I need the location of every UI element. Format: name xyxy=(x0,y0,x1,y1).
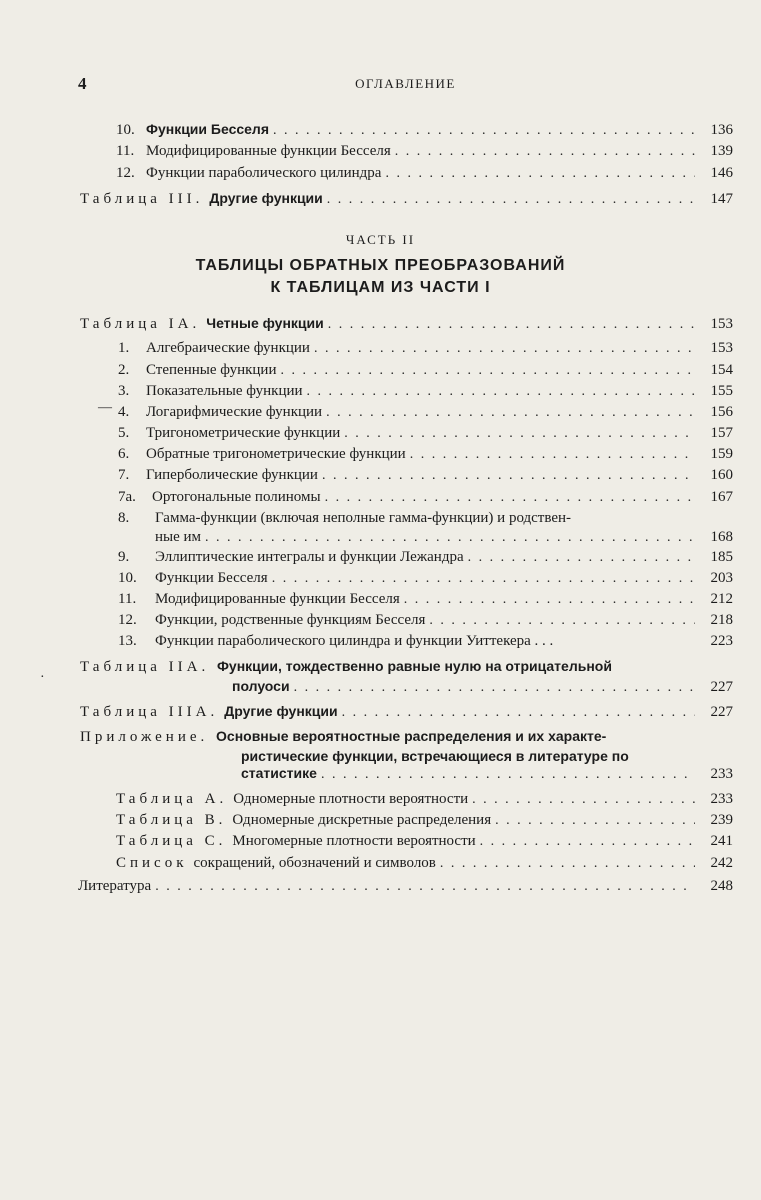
leader-dots xyxy=(307,382,695,402)
toc-entry-page: 139 xyxy=(710,143,733,159)
toc-entry-number: 5. xyxy=(118,425,130,441)
toc-entry[interactable] xyxy=(118,631,733,651)
toc-entry-page: 153 xyxy=(710,340,733,356)
page-number: 4 xyxy=(78,74,87,93)
toc-entry[interactable] xyxy=(118,547,733,568)
leader-dots xyxy=(272,569,695,589)
table-prefix: Таблица B. xyxy=(116,812,227,828)
toc-entry-page: 233 xyxy=(710,791,733,807)
toc-entry-number: 3. xyxy=(118,383,130,399)
toc-table-entry[interactable] xyxy=(80,188,733,210)
table-prefix: Таблица C. xyxy=(116,833,227,849)
leader-dots xyxy=(155,877,695,897)
pencil-mark: — xyxy=(98,400,112,415)
toc-literature[interactable] xyxy=(78,876,733,897)
leader-dots xyxy=(472,790,695,810)
table-prefix: Таблица A. xyxy=(116,791,228,807)
toc-entry-multiline[interactable] xyxy=(118,509,733,528)
leader-dots xyxy=(321,765,695,785)
toc-entry-page: 185 xyxy=(710,549,733,565)
leader-dots xyxy=(344,424,695,444)
toc-entry-title: Другие функции xyxy=(224,703,338,719)
toc-entry-title: Гиперболические функции xyxy=(146,467,318,483)
table-prefix: Таблица III. xyxy=(80,191,204,207)
toc-entry-page: 146 xyxy=(710,165,733,181)
toc-entry-page: 223 xyxy=(710,633,733,649)
toc-entry-title: Тригонометрические функции xyxy=(146,425,341,441)
toc-entry[interactable] xyxy=(118,423,733,444)
toc-entry-title: Функции, родственные функциям Бесселя xyxy=(155,612,426,628)
leader-dots xyxy=(205,528,695,548)
appendix-title-line3: статистике xyxy=(241,765,317,781)
running-title: ОГЛАВЛЕНИЕ xyxy=(355,76,456,91)
page-header xyxy=(78,74,733,96)
toc-entry[interactable] xyxy=(116,141,733,162)
toc-entry-title: Функции Бесселя xyxy=(155,570,268,586)
leader-dots xyxy=(328,315,695,335)
appendix-title-line1: Основные вероятностные распределения и их характе- xyxy=(216,728,607,744)
leader-dots xyxy=(404,590,695,610)
toc-entry-page: 154 xyxy=(710,362,733,378)
part-title-line1: ТАБЛИЦЫ ОБРАТНЫХ ПРЕОБРАЗОВАНИЙ xyxy=(195,257,566,274)
toc-entry[interactable] xyxy=(118,360,733,381)
toc-entry-number: 8. xyxy=(118,510,130,526)
toc-entry-continuation[interactable] xyxy=(241,763,733,785)
toc-entry[interactable] xyxy=(118,338,733,359)
toc-entry-title: Одномерные плотности вероятности xyxy=(233,791,469,807)
leader-dots xyxy=(342,703,695,723)
toc-entry[interactable] xyxy=(116,163,733,184)
toc-entry-title: Логарифмические функции xyxy=(146,404,323,420)
toc-entry-number: 12. xyxy=(116,165,135,181)
toc-entry-title-line1: Гамма-функции (включая неполные гамма-функции) и родствен- xyxy=(155,510,572,526)
toc-entry-title: Другие функции xyxy=(209,190,323,206)
toc-entry-title: Модифицированные функции Бесселя xyxy=(146,143,391,159)
toc-entry-page: 168 xyxy=(710,529,733,545)
toc-entry-page: 156 xyxy=(710,404,733,420)
toc-entry-number: 4. xyxy=(118,404,130,420)
toc-entry-page: 157 xyxy=(710,425,733,441)
leader-dots xyxy=(385,164,695,184)
toc-entry-title-line1: Функции, тождественно равные нулю на отрицательной xyxy=(216,658,612,674)
toc-entry-page: 227 xyxy=(710,679,733,695)
toc-appendix-list[interactable] xyxy=(116,853,733,874)
toc-entry-page: 242 xyxy=(710,855,733,871)
toc-entry-page: 227 xyxy=(710,704,733,720)
toc-entry-title: Модифицированные функции Бесселя xyxy=(155,591,400,607)
pencil-mark: · xyxy=(40,670,45,685)
leader-dots xyxy=(294,678,695,698)
table-prefix: Таблица IIIA. xyxy=(80,704,219,720)
toc-entry-page: 153 xyxy=(710,316,733,332)
leader-dots xyxy=(440,854,695,874)
toc-entry-number: 10. xyxy=(118,570,137,586)
leader-dots xyxy=(327,190,695,210)
list-prefix: Список xyxy=(116,855,188,871)
toc-entry-number: 11. xyxy=(116,143,135,159)
toc-entry-continuation[interactable] xyxy=(232,676,733,698)
toc-entry-title: Показательные функции xyxy=(146,383,303,399)
toc-entry-title: Алгебраические функции xyxy=(146,340,310,356)
part-title-line2: К ТАБЛИЦАМ ИЗ ЧАСТИ I xyxy=(270,279,491,296)
toc-entry-page: 203 xyxy=(710,570,733,586)
toc-entry-page: 155 xyxy=(710,383,733,399)
toc-entry[interactable] xyxy=(118,381,733,402)
toc-entry-page: 212 xyxy=(710,591,733,607)
leader-dots xyxy=(314,339,695,359)
toc-entry-number: 13. xyxy=(118,633,137,649)
toc-entry-title: Одномерные дискретные распределения xyxy=(232,812,492,828)
leader-dots xyxy=(325,488,695,508)
toc-entry[interactable] xyxy=(116,119,733,141)
leader-dots xyxy=(495,811,695,831)
leader-dots xyxy=(322,466,695,486)
toc-entry-number: 9. xyxy=(118,549,130,565)
toc-entry[interactable] xyxy=(118,444,733,465)
toc-entry-number: 6. xyxy=(118,446,130,462)
toc-entry[interactable] xyxy=(118,402,733,423)
toc-entry-page: 248 xyxy=(710,878,733,894)
toc-entry[interactable] xyxy=(118,610,733,631)
toc-entry-title: сокращений, обозначений и символов xyxy=(193,855,436,871)
toc-entry-title: Многомерные плотности вероятности xyxy=(232,833,476,849)
toc-entry-title-line2: ные им xyxy=(155,529,202,545)
toc-entry-number: 11. xyxy=(118,591,137,607)
toc-appendix-table[interactable] xyxy=(116,810,733,831)
toc-entry-number: 7a. xyxy=(118,489,136,505)
toc-entry-page: 160 xyxy=(710,467,733,483)
leader-dots xyxy=(410,445,695,465)
toc-entry-title: Обратные тригонометрические функции xyxy=(146,446,406,462)
toc-entry-page: 159 xyxy=(710,446,733,462)
toc-entry-title: Функции параболического цилиндра xyxy=(146,165,382,181)
toc-appendix-table[interactable] xyxy=(116,789,733,810)
toc-entry-page: 167 xyxy=(710,489,733,505)
toc-entry-title: Литература xyxy=(78,878,152,894)
toc-table-entry[interactable] xyxy=(80,313,733,335)
appendix-prefix: Приложение. xyxy=(80,729,209,745)
toc-entry-number: 12. xyxy=(118,612,137,628)
leader-dots xyxy=(480,832,695,852)
toc-entry[interactable] xyxy=(118,568,733,589)
toc-entry-title: Функции параболического цилиндра и функции Уиттекера . . . xyxy=(155,633,554,649)
toc-entry[interactable] xyxy=(118,487,733,508)
table-prefix: Таблица IA. xyxy=(80,316,201,332)
toc-entry-title: Ортогональные полиномы xyxy=(152,489,321,505)
part-label: ЧАСТЬ II xyxy=(345,232,416,247)
toc-entry-title: Четные функции xyxy=(206,315,324,331)
toc-entry-page: 147 xyxy=(710,191,733,207)
toc-entry-title-line2: полуоси xyxy=(232,678,290,694)
table-prefix: Таблица IIA. xyxy=(80,659,210,675)
toc-appendix-table[interactable] xyxy=(116,831,733,852)
toc-entry[interactable] xyxy=(118,465,733,486)
leader-dots xyxy=(429,611,695,631)
toc-entry-continuation[interactable] xyxy=(155,527,733,548)
appendix-title-line2: ристические функции, встречающиеся в литературе по xyxy=(241,748,629,764)
appendix-entry[interactable] xyxy=(80,727,740,767)
toc-entry-page: 233 xyxy=(710,766,733,782)
toc-entry-number: 1. xyxy=(118,340,130,356)
toc-entry-title: Эллиптические интегралы и функции Лежандра xyxy=(155,549,464,565)
toc-entry[interactable] xyxy=(118,589,733,610)
toc-entry-number: 2. xyxy=(118,362,130,378)
leader-dots xyxy=(326,403,695,423)
leader-dots xyxy=(273,121,695,141)
toc-entry-title: Функции Бесселя xyxy=(146,121,269,137)
toc-entry-title: Степенные функции xyxy=(146,362,277,378)
toc-entry-page: 241 xyxy=(710,833,733,849)
toc-entry-page: 136 xyxy=(710,122,733,138)
leader-dots xyxy=(395,142,695,162)
toc-entry-number: 7. xyxy=(118,467,130,483)
toc-entry-page: 218 xyxy=(710,612,733,628)
toc-entry-number: 10. xyxy=(116,122,135,138)
toc-table-entry-multiline[interactable] xyxy=(80,657,735,677)
leader-dots xyxy=(468,548,695,568)
toc-table-entry[interactable] xyxy=(80,701,733,723)
toc-entry-page: 239 xyxy=(710,812,733,828)
leader-dots xyxy=(281,361,696,381)
